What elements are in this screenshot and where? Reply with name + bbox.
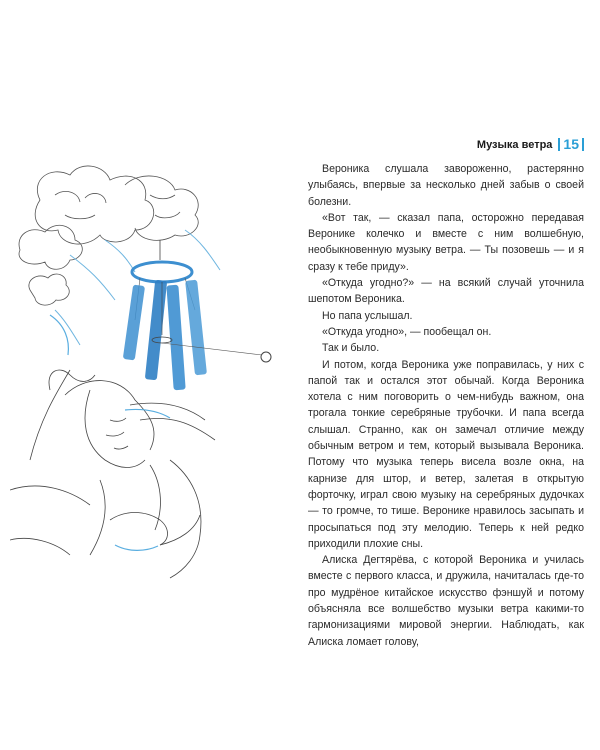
paragraph: Так и было. bbox=[322, 342, 380, 355]
page-header bbox=[477, 138, 584, 151]
paragraph: И потом, когда Вероника уже поправилась, у них с папой так и остался этот обычай. Когда Вероника хотела с ним поговорить о чем-нибудь важном, она трогала тонкие серебряные трубочки. И папа всегда слышал. Странно, как он замечал отличие между обычным ветром и тем, который вызывала Вероника. Потому что музыка теперь висела возле окна, на карнизе для штор, и ветер, залетая в открытую форточку, играл свою музыку на серебряных дудочках — то громче, то тише. Веронике нравилось засыпать и просыпаться под эту мелодию. Теперь к ней редко приходили плохие сны. bbox=[308, 358, 584, 550]
paragraph: «Откуда угодно?» — на всякий случай уточнила шепотом Вероника. bbox=[308, 277, 584, 306]
wind-chime-sketch-illustration bbox=[10, 160, 295, 580]
page-number: 15 bbox=[558, 138, 584, 151]
paragraph: Но папа услышал. bbox=[322, 309, 413, 322]
paragraph: «Вот так, — сказал папа, осторожно передавая Веронике колечко и вместе с ним волшебную, необыкновенную музыку ветра. — Ты позовешь — и я сразу к тебе приду». bbox=[308, 211, 584, 273]
sleeping-girl bbox=[10, 370, 215, 578]
wind-chime bbox=[123, 240, 271, 390]
paragraph: Алиска Дегтярёва, с которой Вероника и училась вместе с первого класса, и дружила, начиталась где-то про мудрёное китайское искусство фэншуй и потому объясняла все волшебство музыки ветра какими-то гармонизациями мировой энергии. Наблюдать, как Алиска ломает голову, bbox=[308, 554, 584, 648]
body-text bbox=[308, 161, 584, 650]
cloud-wind-faces bbox=[19, 166, 198, 305]
section-title: Музыка ветра bbox=[476, 138, 553, 151]
paragraph: «Откуда угодно», — пообещал он. bbox=[322, 325, 492, 338]
paragraph: Вероника слушала завороженно, растерянно улыбаясь, впервые за несколько дней забыв о своей болезни. bbox=[308, 163, 584, 208]
